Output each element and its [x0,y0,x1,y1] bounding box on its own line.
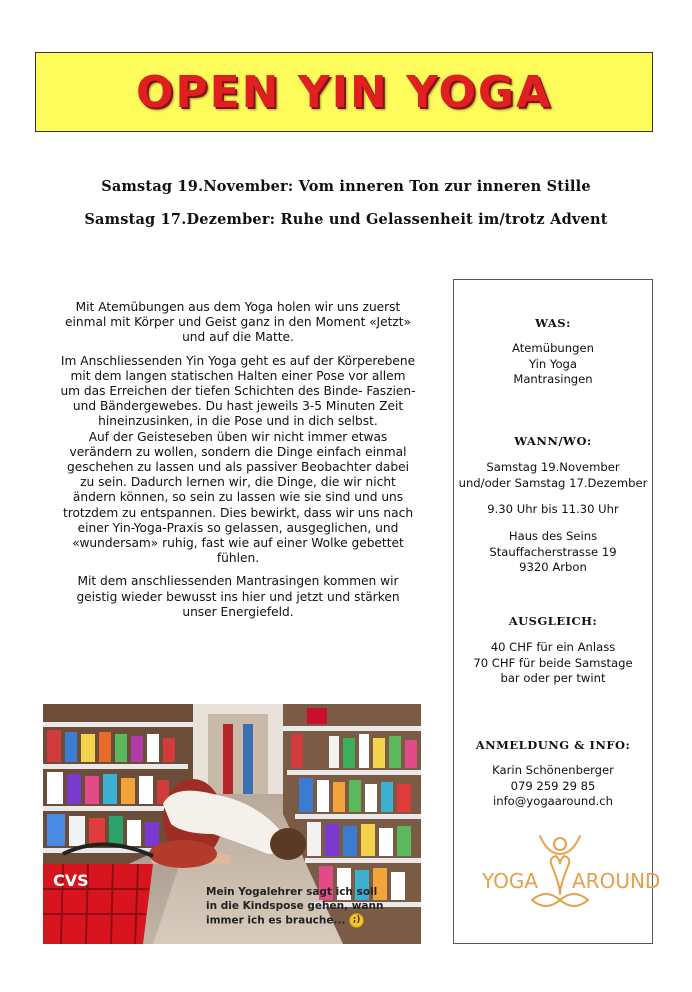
was-item: Mantrasingen [513,372,593,386]
was-list [454,341,652,388]
title-banner [35,52,653,132]
paragraph-mind: Auf der Geisteseben üben wir nicht immer etwas verändern zu wollen, sondern die Dinge einfach einmal geschehen zu lassen und als passiver Beobachter dabei zu sein. Dadurch lernen wir, die Dinge, die wir nicht ändern können, so sein zu lassen wie sie sind und uns trotzdem zu entspannen. Dies bewirkt, dass wir uns nach einer Yin-Yoga-Praxis so gelassen, ausgeglichen, und «wundersam» ruhig, fast wie auf einer Wolke gebettet fühlen. [62,429,414,566]
was-item: Atemübungen [512,341,594,355]
basket-label: CVS [53,871,89,890]
caption-line-with-emoji [206,913,406,928]
caption-line: Mein Yogalehrer sagt ich soll [206,886,378,898]
paragraph-mantra: Mit dem anschliessenden Mantrasingen kommen wir geistig wieder bewusst ins hier und jetzt und stärken unser Energiefeld. [76,574,400,619]
price-line: bar oder per twint [500,671,606,685]
caption-line: in die Kindspose gehen, wann [206,900,384,912]
caption-text: immer ich es brauche... [206,914,346,927]
wann-date: Samstag 19.November [486,460,620,474]
place-line: Haus des Seins [508,529,598,543]
was-heading: WAS: [535,316,571,330]
description-text [60,300,416,628]
date-line-december: Samstag 17.Dezember: Ruhe und Gelassenheit im/trotz Advent [84,211,608,228]
photo-caption [206,885,406,928]
wann-place [454,529,652,576]
wann-dates [454,460,652,491]
contact-phone[interactable]: 079 259 29 85 [510,778,596,793]
event-dates [0,178,692,244]
place-line: 9320 Arbon [519,560,587,574]
wink-emoji-icon: ;) [349,913,364,928]
logo-text-yoga: YOGA [482,869,539,893]
yoga-around-logo [478,836,661,926]
contact-email[interactable]: info@yogaaround.ch [493,794,613,808]
wann-date: und/oder Samstag 17.Dezember [458,475,648,490]
wann-time: 9.30 Uhr bis 11.30 Uhr [487,502,619,516]
contact-list [454,763,652,810]
price-line: 70 CHF für beide Samstage [473,655,633,670]
wann-heading: WANN/WO: [514,434,592,448]
date-line-november: Samstag 19.November: Vom inneren Ton zur inneren Stille [101,178,591,195]
anmeldung-heading: ANMELDUNG & INFO: [475,738,631,752]
ausgleich-list [454,640,652,687]
was-item: Yin Yoga [528,356,578,371]
logo-text-around: AROUND [572,869,661,893]
place-line: Stauffacherstrasse 19 [489,544,617,559]
price-line: 40 CHF für ein Anlass [490,640,616,654]
ausgleich-heading: AUSGLEICH: [508,614,598,628]
contact-name: Karin Schönenberger [492,763,614,777]
paragraph-intro: Mit Atemübungen aus dem Yoga holen wir uns zuerst einmal mit Körper und Geist ganz in den Moment «Jetzt» und auf die Matte. [65,300,411,345]
page-title: OPEN YIN YOGA [135,66,553,118]
paragraph-yin-yoga: Im Anschliessenden Yin Yoga geht es auf der Körperebene mit dem langen statischen Halten einer Pose vor allem um das Erreichen der tiefen Schichten des Binde- Faszien- und Bändergewebes. Du hast jeweils 3-5 Minuten Zeit hineinzusinken, in die Pose und in dich selbst. [60,353,416,429]
